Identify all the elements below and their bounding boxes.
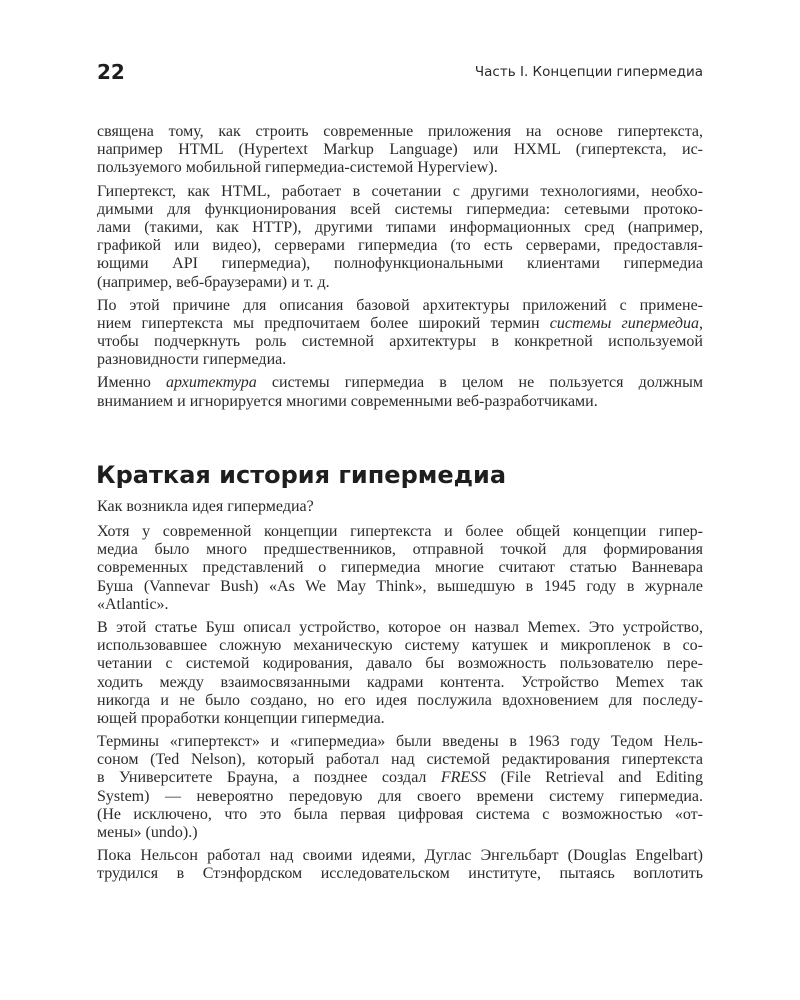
text-line: медиа было много предшественников, отправной точкой для формирования — [97, 541, 703, 559]
text-line: В этой статье Буш описал устройство, которое он назвал Memex. Это устройство, — [97, 618, 703, 636]
paragraph — [97, 123, 703, 178]
emphasized-term: FRESS — [440, 769, 487, 787]
text-line: например HTML (Hypertext Markup Language) или HXML (гипертекста, ис- — [97, 141, 703, 159]
paragraph — [97, 297, 703, 370]
section-subtitle: Как возникла идея гипермедиа? — [97, 498, 314, 515]
text-line: современных представлений о гипермедиа многие считают статью Ванневара — [97, 559, 703, 577]
text-line: Пока Нельсон работал над своими идеями, Дуглас Энгельбарт (Douglas Engelbart) — [97, 847, 703, 865]
text-line: разновидности гипермедиа. — [97, 351, 287, 369]
text-segment: , — [699, 314, 704, 332]
section-heading: Краткая история гипермедиа — [96, 461, 507, 489]
section-intro-text — [97, 123, 703, 416]
text-line: ющей проработки концепции гипермедиа. — [97, 709, 385, 727]
text-line: священа тому, как строить современные приложения на основе гипертекста, — [97, 123, 703, 140]
text-line: вниманием и игнорируется многими современными веб-разработчиками. — [97, 392, 598, 410]
emphasized-term: архитектура — [166, 374, 257, 392]
text-line: графикой или видео), серверами гипермедиа (то есть серверами, предоставля- — [97, 237, 703, 255]
text-line — [97, 315, 703, 333]
text-line: четании с системой кодирования, давало бы возможность пользователю пере- — [97, 655, 703, 673]
running-header: Часть I. Концепции гипермедиа — [474, 64, 703, 80]
text-line: пользуемого мобильной гипермедиа-системой Hyperview). — [97, 159, 498, 177]
paragraph — [97, 374, 703, 410]
text-line: Термины «гипертекст» и «гипермедиа» были введены в 1963 году Тедом Нель- — [97, 733, 703, 751]
paragraph — [97, 619, 703, 728]
text-segment: (File Retrieval and Editing — [486, 769, 703, 787]
text-segment: системы гипермедиа в целом не пользуется должным — [256, 374, 703, 392]
text-line: Буша (Vannevar Bush) «As We May Think», вышедшую в 1945 году в журнале — [97, 577, 703, 595]
paragraph — [97, 523, 703, 614]
text-segment: в Университете Брауна, а позднее создал — [97, 769, 441, 787]
text-segment: Именно — [97, 374, 167, 392]
text-line: димыми для функционирования всей системы гипермедиа: сетевыми протоко- — [97, 200, 703, 218]
text-line: «Atlantic». — [97, 595, 169, 613]
text-line: мены» (undo).) — [97, 824, 198, 841]
text-line: лами (такими, как HTTP), другими типами информационных сред (например, — [97, 218, 703, 236]
text-line: Гипертекст, как HTML, работает в сочетании с другими технологиями, необхо- — [97, 182, 703, 200]
text-line: никогда и не было создано, но его идея послужила вдохновением для последу- — [97, 691, 703, 709]
text-line: Хотя у современной концепции гипертекста и более общей концепции гипер- — [97, 523, 703, 540]
text-line: использовавшее сложную механическую систему катушек и микропленок в со- — [97, 637, 703, 655]
emphasized-term: системы гипермедиа — [549, 314, 700, 332]
paragraph — [97, 183, 703, 292]
text-segment: нием гипертекста мы предпочитаем более широкий термин — [97, 314, 550, 332]
text-line: System) — невероятно передовую для своего времени систему гипермедиа. — [97, 787, 703, 805]
text-line: ходить между взаимосвязанными кадрами контента. Устройство Memex так — [97, 673, 703, 691]
text-line: (Не исключено, что это была первая цифровая система с возможностью «от- — [97, 805, 703, 823]
text-line: По этой причине для описания базовой архитектуры приложений с примене- — [97, 296, 703, 314]
text-line: трудился в Стэнфордском исследовательском институте, пытаясь воплотить — [97, 865, 703, 883]
paragraph — [97, 733, 703, 842]
text-line — [97, 769, 703, 787]
paragraph — [97, 847, 703, 883]
text-line: чтобы подчеркнуть роль системной архитектуры в конкретной используемой — [97, 333, 703, 351]
section-history-text — [97, 523, 703, 889]
text-line: (например, веб-браузерами) и т. д. — [97, 273, 330, 291]
text-line: ющими API гипермедиа), полнофункциональными клиентами гипермедиа — [97, 255, 703, 273]
page-number: 22 — [97, 60, 125, 84]
text-line: соном (Ted Nelson), который работал над системой редактирования гипертекста — [97, 751, 703, 769]
text-line — [97, 374, 703, 392]
